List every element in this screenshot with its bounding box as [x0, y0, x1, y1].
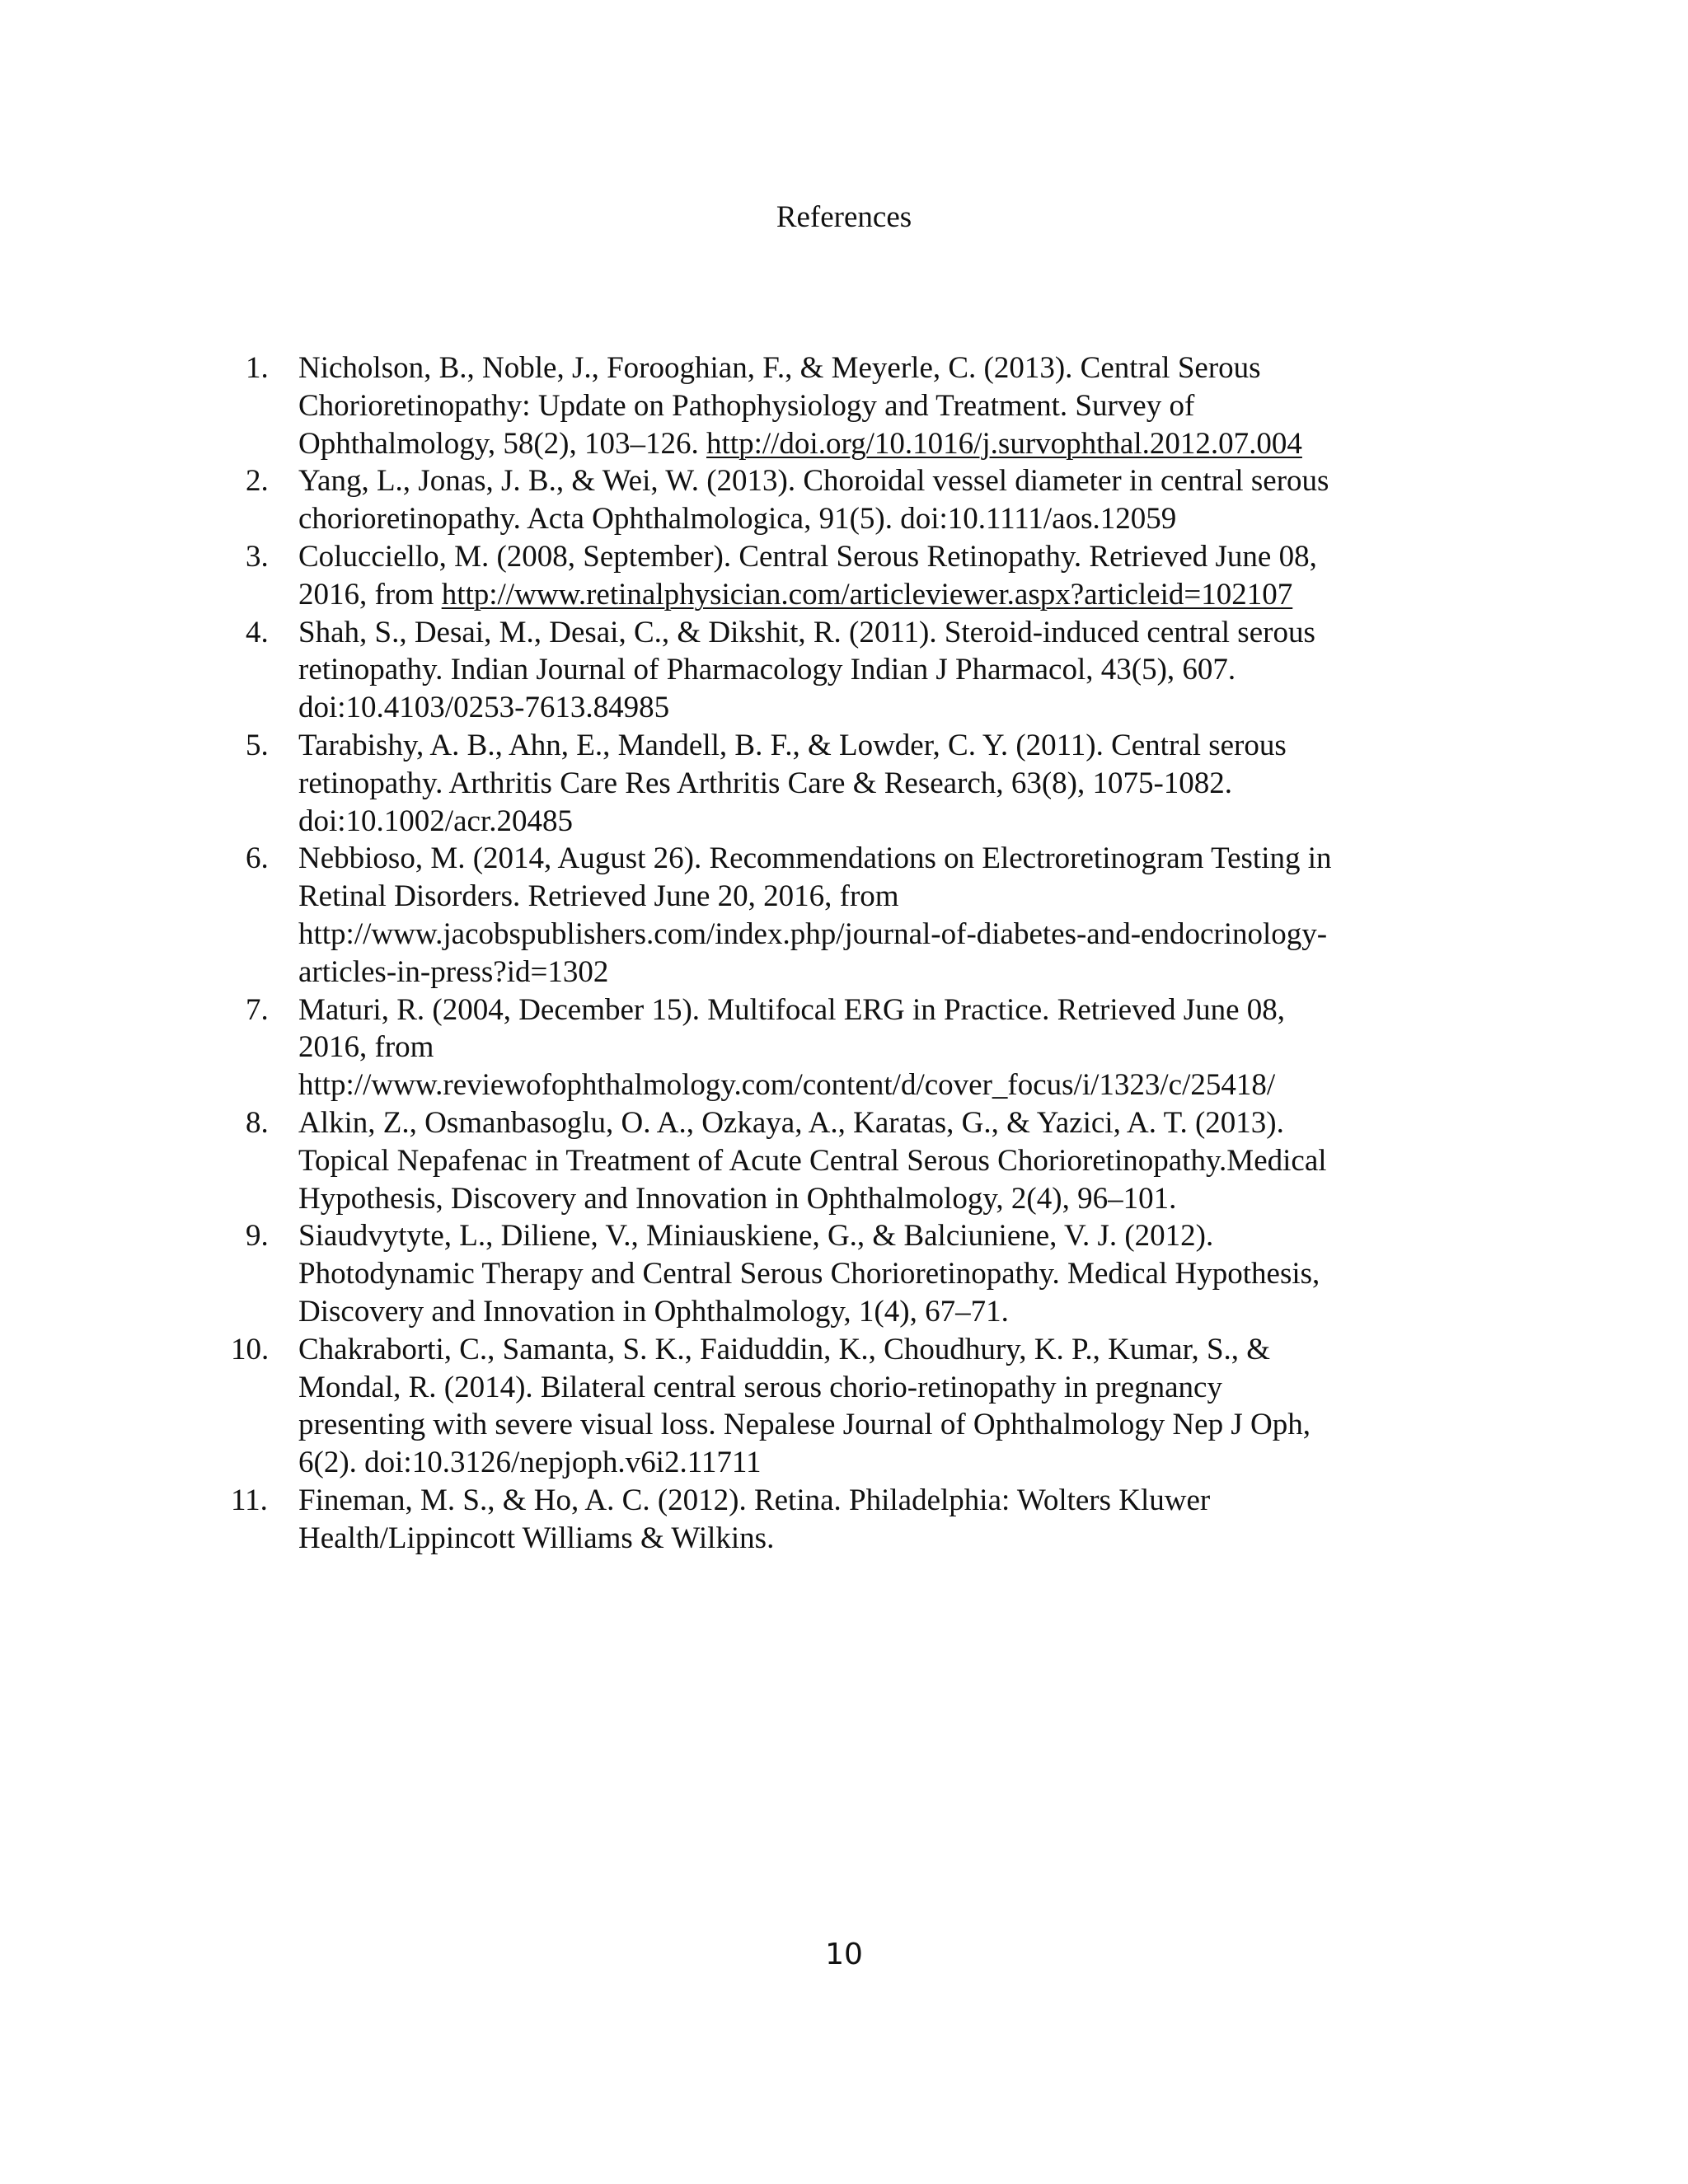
reference-line [298, 1293, 1475, 1331]
reference-text: doi:10.4103/0253-7613.84985 [298, 691, 670, 725]
reference-number: 8. [246, 1105, 269, 1140]
reference-line [298, 991, 1475, 1029]
reference-text: http://www.jacobspublishers.com/index.php/journal-of-diabetes-and-endocrinology- [298, 916, 1328, 951]
reference-line [298, 576, 1475, 614]
reference-text: Siaudvytyte, L., Diliene, V., Miniauskiene, G., & Balciuniene, V. J. (2012). [298, 1219, 1214, 1254]
reference-text: 2016, from [298, 577, 442, 612]
reference-line [298, 878, 1475, 916]
reference-item [239, 614, 1475, 727]
reference-number: 6. [246, 841, 269, 876]
reference-number: 2. [246, 464, 269, 499]
reference-line [298, 538, 1475, 576]
reference-text: Nicholson, B., Noble, J., Forooghian, F., & Meyerle, C. (2013). Central Serous [298, 351, 1261, 385]
reference-text: http://www.reviewofophthalmology.com/content/d/cover_focus/i/1323/c/25418/ [298, 1068, 1276, 1103]
reference-link[interactable]: http://doi.org/10.1016/j.survophthal.2012.07.004 [706, 426, 1302, 461]
reference-text: doi:10.1002/acr.20485 [298, 804, 573, 838]
reference-line [298, 387, 1475, 425]
reference-text: Topical Nepafenac in Treatment of Acute Central Serous Chorioretinopathy.Medical [298, 1143, 1327, 1178]
reference-text: Chakraborti, C., Samanta, S. K., Faiduddin, K., Choudhury, K. P., Kumar, S., & [298, 1332, 1271, 1366]
reference-line [298, 765, 1475, 803]
reference-text: Mondal, R. (2014). Bilateral central serous chorio-retinopathy in pregnancy [298, 1370, 1222, 1404]
reference-line [298, 1142, 1475, 1180]
reference-item [239, 538, 1475, 614]
reference-text: Colucciello, M. (2008, September). Central Serous Retinopathy. Retrieved June 08, [298, 539, 1317, 574]
reference-item [231, 1331, 1475, 1482]
reference-line [298, 651, 1475, 689]
reference-text: Fineman, M. S., & Ho, A. C. (2012). Retina. Philadelphia: Wolters Kluwer [298, 1483, 1211, 1517]
reference-line [298, 1066, 1475, 1104]
reference-text: Discovery and Innovation in Ophthalmology, 1(4), 67–71. [298, 1294, 1009, 1329]
reference-line [298, 727, 1475, 765]
reference-line [298, 1180, 1475, 1218]
reference-text: Alkin, Z., Osmanbasoglu, O. A., Ozkaya, A., Karatas, G., & Yazici, A. T. (2013). [298, 1105, 1284, 1140]
reference-number: 11. [231, 1483, 268, 1517]
reference-item [239, 727, 1475, 840]
reference-line [298, 1104, 1475, 1142]
reference-text: retinopathy. Indian Journal of Pharmacology Indian J Pharmacol, 43(5), 607. [298, 653, 1236, 687]
reference-text: Shah, S., Desai, M., Desai, C., & Dikshit, R. (2011). Steroid-induced central serous [298, 615, 1315, 649]
reference-line [298, 1217, 1475, 1255]
reference-text: Maturi, R. (2004, December 15). Multifocal ERG in Practice. Retrieved June 08, [298, 992, 1286, 1027]
reference-text: Ophthalmology, 58(2), 103–126. [298, 426, 707, 461]
reference-line [298, 1406, 1475, 1444]
reference-text: Yang, L., Jonas, J. B., & Wei, W. (2013). Choroidal vessel diameter in central serous [298, 464, 1329, 499]
reference-text: chorioretinopathy. Acta Ophthalmologica, 91(5). doi:10.1111/aos.12059 [298, 502, 1177, 537]
reference-line [298, 614, 1475, 652]
reference-item [239, 840, 1475, 991]
reference-item [239, 991, 1475, 1104]
reference-line [298, 1369, 1475, 1407]
reference-line [298, 1255, 1475, 1293]
reference-line [298, 1331, 1475, 1369]
reference-line [298, 349, 1475, 387]
page-number: 10 [825, 1938, 863, 1971]
reference-line [298, 425, 1475, 463]
reference-text: Tarabishy, A. B., Ahn, E., Mandell, B. F., & Lowder, C. Y. (2011). Central serous [298, 728, 1287, 762]
reference-number: 1. [246, 351, 269, 385]
reference-item [239, 462, 1475, 538]
page-title: References [776, 200, 912, 234]
reference-number: 7. [246, 992, 269, 1027]
reference-text: articles-in-press?id=1302 [298, 954, 609, 989]
reference-line [298, 689, 1475, 727]
reference-line [298, 916, 1475, 954]
reference-text: Chorioretinopathy: Update on Pathophysiology and Treatment. Survey of [298, 388, 1195, 423]
reference-item [239, 349, 1475, 462]
reference-number: 5. [246, 728, 269, 762]
reference-line [298, 954, 1475, 991]
reference-line [298, 1444, 1475, 1482]
reference-line [298, 1029, 1475, 1066]
reference-line [298, 462, 1475, 500]
reference-item [239, 1104, 1475, 1217]
reference-line [298, 500, 1475, 538]
reference-list [231, 349, 1475, 1558]
reference-number: 10. [231, 1332, 270, 1366]
reference-text: 2016, from [298, 1030, 434, 1065]
reference-line [298, 1520, 1475, 1558]
reference-text: 6(2). doi:10.3126/nepjoph.v6i2.11711 [298, 1446, 762, 1480]
reference-line [298, 803, 1475, 841]
reference-number: 3. [246, 539, 269, 574]
reference-text: Photodynamic Therapy and Central Serous Chorioretinopathy. Medical Hypothesis, [298, 1257, 1320, 1291]
reference-text: retinopathy. Arthritis Care Res Arthritis Care & Research, 63(8), 1075-1082. [298, 766, 1233, 800]
reference-line [298, 840, 1475, 878]
reference-text: Retinal Disorders. Retrieved June 20, 2016, from [298, 879, 899, 914]
reference-number: 9. [246, 1219, 269, 1254]
reference-text: Nebbioso, M. (2014, August 26). Recommendations on Electroretinogram Testing in [298, 841, 1332, 876]
reference-text: Hypothesis, Discovery and Innovation in Ophthalmology, 2(4), 96–101. [298, 1181, 1177, 1216]
reference-item [231, 1482, 1475, 1558]
reference-number: 4. [246, 615, 269, 649]
reference-link[interactable]: http://www.retinalphysician.com/articleviewer.aspx?articleid=102107 [441, 577, 1293, 612]
reference-text: Health/Lippincott Williams & Wilkins. [298, 1521, 775, 1555]
reference-text: presenting with severe visual loss. Nepalese Journal of Ophthalmology Nep J Oph, [298, 1408, 1311, 1442]
reference-line [298, 1482, 1475, 1520]
reference-item [239, 1217, 1475, 1330]
